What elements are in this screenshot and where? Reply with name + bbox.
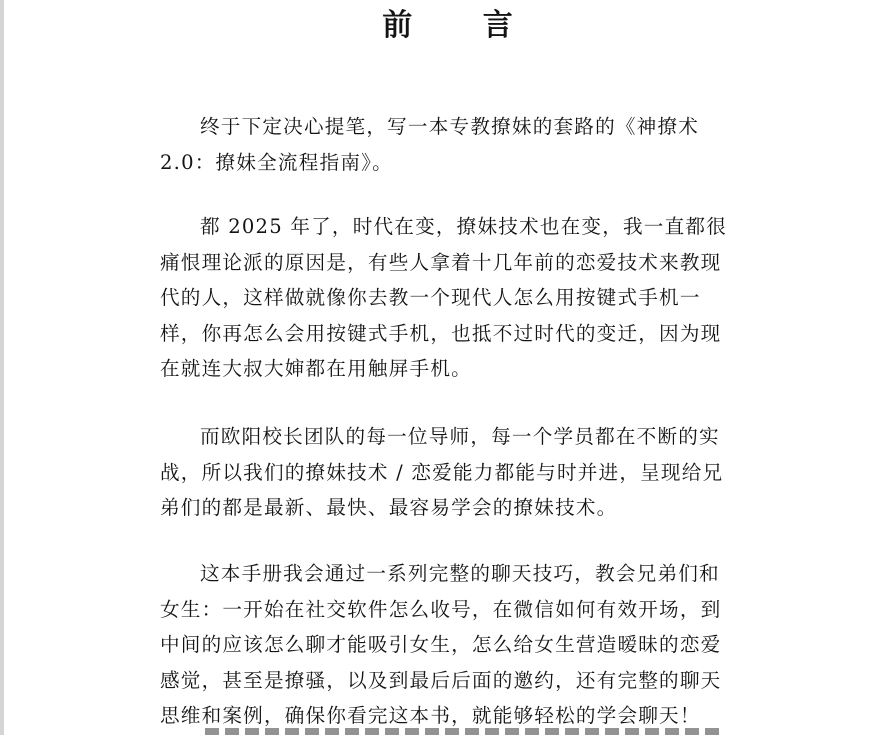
- page-left-edge: [0, 0, 4, 735]
- cut-off-next-line: [205, 728, 725, 735]
- paragraph-3: 而欧阳校长团队的每一位导师，每一个学员都在不断的实战，所以我们的撩妹技术 / 恋爱能力都能与时并进，呈现给兄弟们的都是最新、最快、最容易学会的撩妹技术。: [160, 425, 724, 519]
- paragraph-4: 这本手册我会通过一系列完整的聊天技巧，教会兄弟们和女生：一开始在社交软件怎么收号，在微信如何有效开场，到中间的应该怎么聊才能吸引女生，怎么给女生营造暧昧的恋爱感觉，甚至是撩骚，以及到最后后面的邀约，还有完整的聊天思维和案例，确保你看完这本书，就能够轻松的学会聊天！: [160, 562, 722, 727]
- paragraph-1: 终于下定决心提笔，写一本专教撩妹的套路的《神撩术 2.0：撩妹全流程指南》。: [160, 115, 700, 174]
- paragraph-2: 都 2025 年了，时代在变，撩妹技术也在变，我一直都很痛恨理论派的原因是，有些人拿着十几年前的恋爱技术来教现代的人，这样做就像你去教一个现代人怎么用按键式手机一样，你再怎么会用按键式手机，也抵不过时代的变迁，因为现在就连大叔大婶都在用触屏手机。: [160, 215, 727, 380]
- page-title: 前 言: [382, 8, 543, 43]
